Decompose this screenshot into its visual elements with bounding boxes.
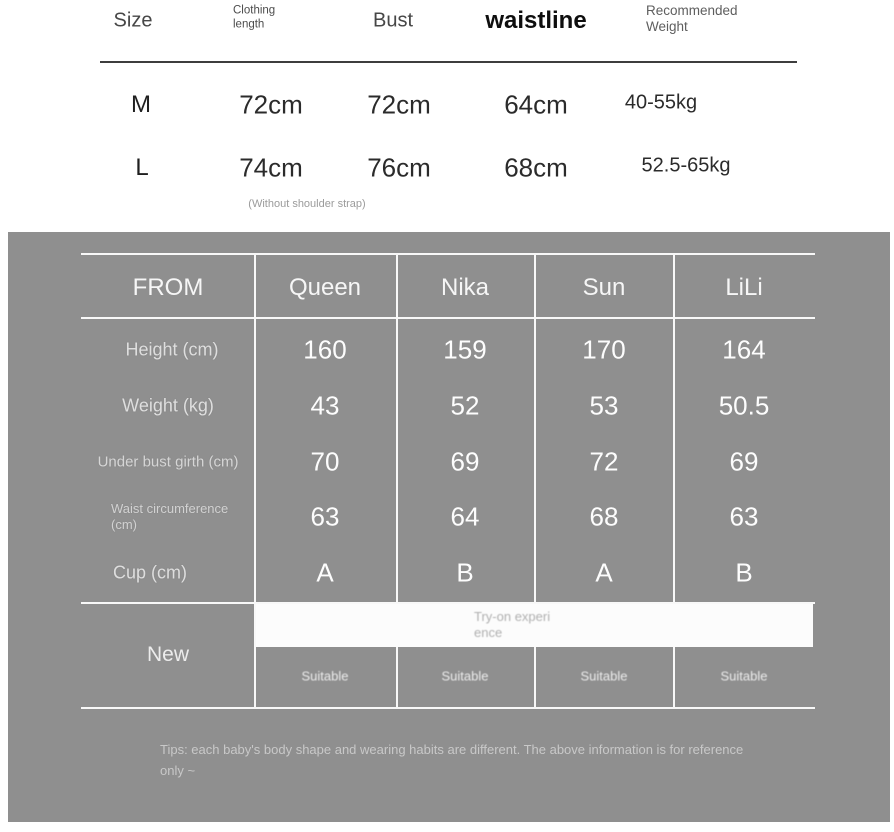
row-label-new: New bbox=[146, 643, 190, 666]
size-table-header-recommended-weight: Recommended Weight bbox=[646, 3, 738, 34]
under-bust-lili: 69 bbox=[729, 446, 759, 477]
size-l-clothing-length: 74cm bbox=[239, 152, 303, 183]
size-l-waistline: 68cm bbox=[504, 152, 568, 183]
height-sun: 170 bbox=[582, 334, 626, 365]
cup-nika: B bbox=[456, 557, 474, 588]
table-header-divider bbox=[81, 317, 815, 319]
size-l-weight: 52.5-65kg bbox=[641, 154, 731, 177]
size-m-label: M bbox=[131, 91, 151, 118]
weight-lili: 50.5 bbox=[718, 390, 770, 421]
cup-queen: A bbox=[316, 557, 334, 588]
size-table-header-size: Size bbox=[113, 9, 153, 32]
under-bust-nika: 69 bbox=[450, 446, 480, 477]
suitable-lili: Suitable bbox=[720, 668, 768, 684]
size-table-note: (Without shoulder strap) bbox=[248, 198, 366, 210]
cup-sun: A bbox=[595, 557, 613, 588]
suitable-nika: Suitable bbox=[441, 668, 489, 684]
under-bust-sun: 72 bbox=[589, 446, 619, 477]
model-header-lili: LiLi bbox=[725, 274, 763, 301]
try-on-banner-line2: ence bbox=[474, 625, 503, 641]
height-lili: 164 bbox=[722, 334, 766, 365]
waist-queen: 63 bbox=[310, 501, 340, 532]
size-l-bust: 76cm bbox=[367, 152, 431, 183]
try-on-banner-line1: Try-on experi bbox=[474, 609, 551, 624]
row-label-weight: Weight (kg) bbox=[122, 395, 214, 416]
cup-lili: B bbox=[735, 557, 753, 588]
waist-nika: 64 bbox=[450, 501, 480, 532]
weight-sun: 53 bbox=[589, 390, 619, 421]
table-border-top bbox=[81, 253, 815, 255]
size-m-bust: 72cm bbox=[367, 89, 431, 120]
size-m-weight: 40-55kg bbox=[624, 91, 698, 114]
row-label-under-bust: Under bust girth (cm) bbox=[97, 453, 239, 471]
size-table-header-bust: Bust bbox=[372, 9, 414, 32]
weight-nika: 52 bbox=[450, 390, 480, 421]
tips-text: Tips: each baby's body shape and wearing habits are different. The above information is for reference only ~ bbox=[160, 742, 744, 778]
under-bust-queen: 70 bbox=[310, 446, 340, 477]
size-m-waistline: 64cm bbox=[504, 89, 568, 120]
row-label-waist: Waist circumference (cm) bbox=[111, 500, 229, 532]
height-queen: 160 bbox=[303, 334, 347, 365]
size-table-header-waistline: waistline bbox=[485, 7, 587, 34]
size-l-label: L bbox=[135, 154, 149, 181]
model-reference-panel bbox=[8, 232, 890, 822]
model-header-queen: Queen bbox=[288, 274, 362, 301]
size-m-clothing-length: 72cm bbox=[239, 89, 303, 120]
row-label-cup: Cup (cm) bbox=[112, 562, 188, 583]
waist-lili: 63 bbox=[729, 501, 759, 532]
row-label-height: Height (cm) bbox=[125, 339, 219, 360]
model-header-sun: Sun bbox=[582, 274, 626, 301]
waist-sun: 68 bbox=[589, 501, 619, 532]
suitable-sun: Suitable bbox=[580, 668, 628, 684]
weight-queen: 43 bbox=[310, 390, 340, 421]
height-nika: 159 bbox=[443, 334, 487, 365]
size-table-header-divider bbox=[100, 61, 797, 63]
try-on-banner bbox=[256, 604, 813, 647]
size-table-header-clothing-length: Clothing length bbox=[233, 4, 276, 30]
try-on-banner-text bbox=[256, 604, 813, 642]
table-border-bottom bbox=[81, 707, 815, 709]
model-table-corner-label: FROM bbox=[132, 274, 204, 301]
model-header-nika: Nika bbox=[440, 274, 490, 301]
suitable-queen: Suitable bbox=[301, 668, 349, 684]
